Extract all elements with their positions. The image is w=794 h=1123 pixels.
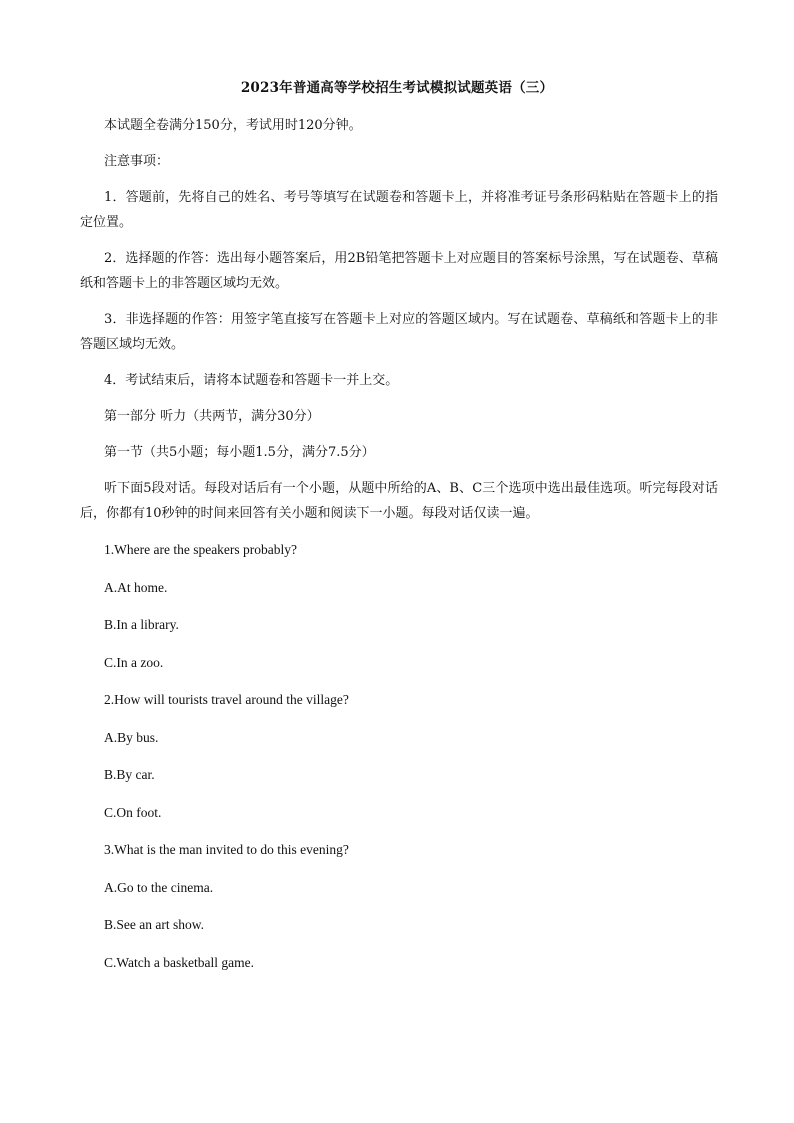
part-heading: 第一部分 听力（共两节，满分30分） xyxy=(104,409,320,424)
question-2 xyxy=(80,687,718,825)
question-option-c: C.In a zoo. xyxy=(104,654,164,670)
exam-title: 2023年普通高等学校招生考试模拟试题英语（三） xyxy=(240,80,554,96)
notice-item-4: 4．考试结束后，请将本试题卷和答题卡一并上交。 xyxy=(104,373,399,388)
question-stem: 3.What is the man invited to do this evening? xyxy=(104,842,349,857)
question-option-b: B.In a library. xyxy=(104,617,179,632)
question-1 xyxy=(80,537,718,675)
question-3 xyxy=(80,837,718,975)
section-heading: 第一节（共5小题；每小题1.5分，满分7.5分） xyxy=(104,445,375,460)
question-stem: 2.How will tourists travel around the village? xyxy=(104,692,349,707)
question-stem: 1.Where are the speakers probably? xyxy=(104,542,298,557)
notice-item-3: 3．非选择题的作答：用签字笔直接写在答题卡上对应的答题区域内。写在试题卷、草稿纸和答题卡上的非答题区域均无效。 xyxy=(80,312,718,352)
question-option-c: C.On foot. xyxy=(104,804,162,820)
document-body xyxy=(80,113,718,987)
notice-item-2: 2．选择题的作答：选出每小题答案后，用2B铅笔把答题卡上对应题目的答案标号涂黑，写在试题卷、草稿纸和答题卡上的非答题区域均无效。 xyxy=(80,251,718,291)
question-option-a: A.Go to the cinema. xyxy=(104,879,214,895)
question-option-b: B.By car. xyxy=(104,767,155,782)
notice-item-1: 1．答题前，先将自己的姓名、考号等填写在试题卷和答题卡上，并将准考证号条形码粘贴在答题卡上的指定位置。 xyxy=(80,190,718,230)
question-option-b: B.See an art show. xyxy=(104,917,204,932)
question-option-c: C.Watch a basketball game. xyxy=(104,954,254,970)
notice-heading: 注意事项： xyxy=(104,154,170,169)
question-option-a: A.By bus. xyxy=(104,729,159,745)
question-option-a: A.At home. xyxy=(104,579,168,595)
section-instructions: 听下面5段对话。每段对话后有一个小题，从题中所给的A、B、C三个选项中选出最佳选项。听完每段对话后，你都有10秒钟的时间来回答有关小题和阅读下一小题。每段对话仅读一遍。 xyxy=(80,481,718,521)
exam-intro: 本试题全卷满分150分，考试用时120分钟。 xyxy=(104,118,362,133)
